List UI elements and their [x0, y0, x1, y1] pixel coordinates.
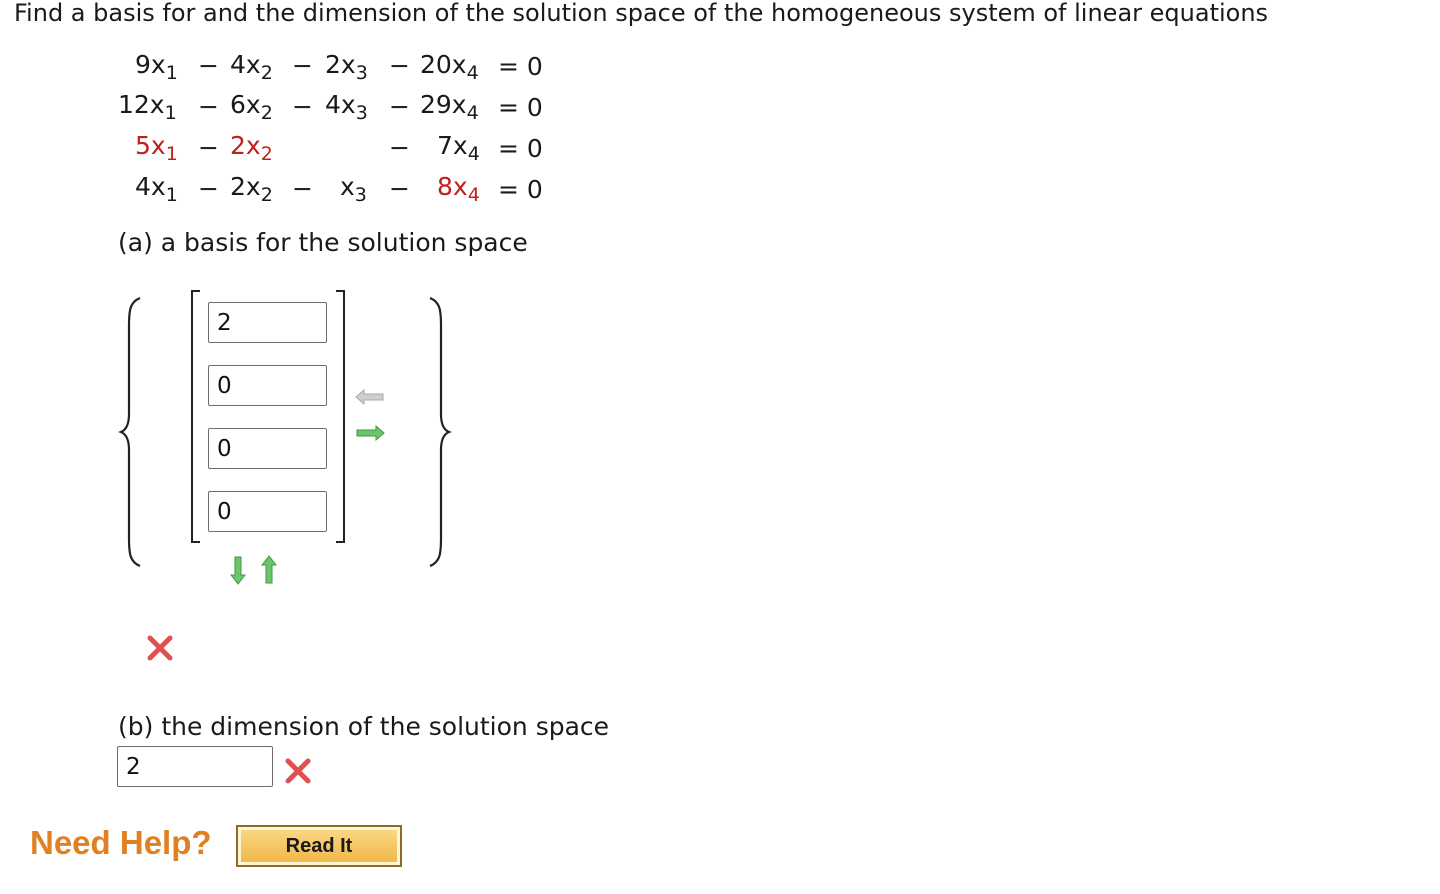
eq3-term4: $7x_4$ [437, 131, 480, 165]
prompt-text: Find a basis for and the dimension of the solution space of the homogeneous system of linear equations [14, 0, 1269, 27]
eq3-equals: = 0 [498, 134, 543, 163]
eq2-equals: = 0 [498, 93, 543, 122]
eq2-term4: $29x_4$ [420, 90, 479, 124]
eq1-term1: $9x_1$ [135, 50, 178, 84]
eq4-term1: $4x_1$ [135, 172, 178, 206]
vector-right-bracket [334, 290, 346, 544]
left-curly-brace [118, 296, 146, 568]
eq2-term3: $4x_3$ [325, 90, 368, 124]
part-a-incorrect-x-icon [146, 634, 174, 662]
read-it-button[interactable]: Read It [236, 825, 402, 867]
eq2-op3: − [389, 92, 410, 121]
eq4-equals: = 0 [498, 175, 543, 204]
eq1-op3: − [389, 51, 410, 80]
eq4-term3: $x_3$ [340, 172, 367, 206]
eq2-term1: $12x_1$ [118, 90, 177, 124]
eq4-term2: $2x_2$ [230, 172, 273, 206]
eq1-term3: $2x_3$ [325, 50, 368, 84]
vector-left-bracket [190, 290, 202, 544]
remove-column-arrow-icon[interactable] [355, 389, 385, 405]
eq3-term1: $5x_1$ [135, 131, 178, 165]
eq4-op1: − [198, 174, 219, 203]
eq1-term2: $4x_2$ [230, 50, 273, 84]
need-help-label: Need Help? [30, 824, 212, 861]
eq2-op2: − [292, 92, 313, 121]
vector-entry-1[interactable]: 2 [208, 302, 327, 343]
part-b-incorrect-x-icon [284, 757, 312, 785]
eq1-op1: − [198, 51, 219, 80]
vector-entry-3[interactable]: 0 [208, 428, 327, 469]
right-curly-brace [424, 296, 452, 568]
vector-entry-4[interactable]: 0 [208, 491, 327, 532]
eq2-term2: $6x_2$ [230, 90, 273, 124]
remove-row-arrow-icon[interactable] [261, 555, 277, 585]
eq4-op2: − [292, 174, 313, 203]
eq3-term2: $2x_2$ [230, 131, 273, 165]
dimension-input[interactable]: 2 [117, 746, 273, 787]
eq1-op2: − [292, 51, 313, 80]
eq1-equals: = 0 [498, 52, 543, 81]
add-row-arrow-icon[interactable] [230, 555, 246, 585]
eq4-term4: $8x_4$ [437, 172, 480, 206]
eq3-op1: − [198, 133, 219, 162]
eq4-op3: − [389, 174, 410, 203]
eq2-op1: − [198, 92, 219, 121]
vector-entry-2[interactable]: 0 [208, 365, 327, 406]
part-b-label: (b) the dimension of the solution space [118, 712, 610, 741]
eq3-op3: − [389, 133, 410, 162]
part-a-label: (a) a basis for the solution space [118, 228, 528, 257]
add-column-arrow-icon[interactable] [355, 425, 385, 441]
eq1-term4: $20x_4$ [420, 50, 479, 84]
